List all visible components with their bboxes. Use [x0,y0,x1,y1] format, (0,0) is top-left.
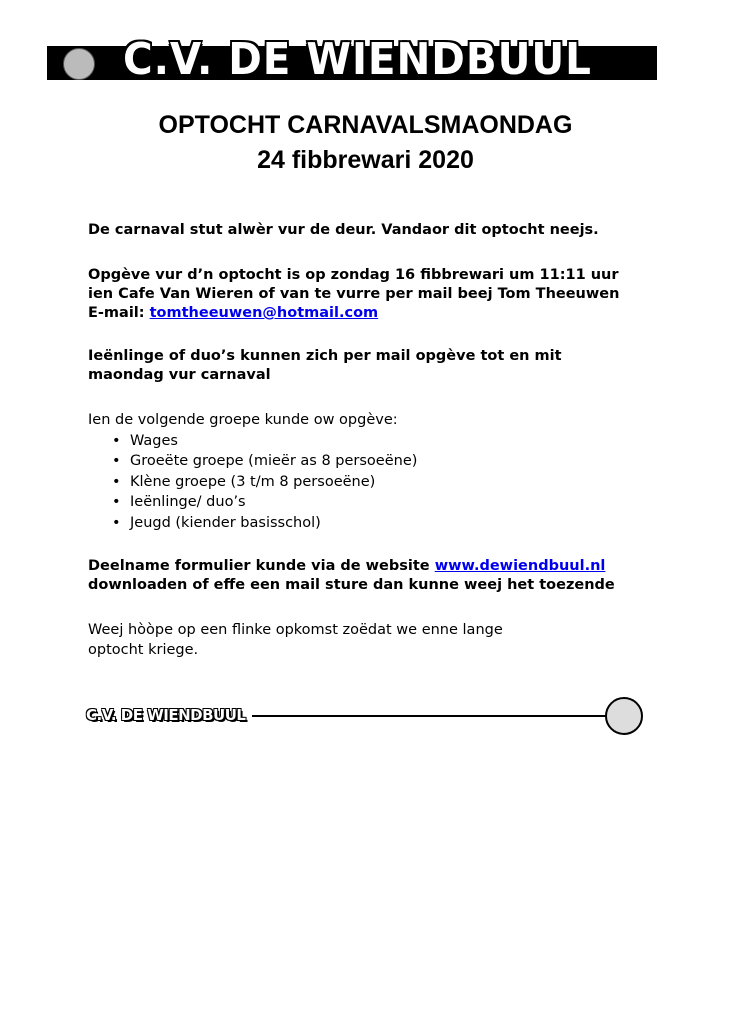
solo-line: Ieënlinge of duo’s kunnen zich per mail opgève tot en mit [88,348,562,364]
intro-text: De carnaval stut alwèr vur de deur. Vandaor dit optocht neejs. [88,222,599,238]
groups-list [88,431,417,534]
list-item: • Klène groepe (3 t/m 8 persoeëne) [88,472,417,493]
closing-line: optocht kriege. [88,642,199,658]
closing-paragraph [88,620,503,660]
form-text: Deelname formulier kunde via de website [88,558,435,574]
list-item: • Groeëte groepe (mieër as 8 persoeëne) [88,451,417,472]
list-item: • Jeugd (kiender basisschol) [88,513,417,534]
solo-paragraph [88,347,562,385]
footer-logo: C.V. DE WIENDBUUL [86,706,246,724]
footer-emblem-icon [605,697,643,735]
form-line: downloaden of effe een mail sture dan kunne weej het toezende [88,577,615,593]
footer-divider [252,715,606,717]
email-label: E-mail: [88,305,150,321]
registration-line: ien Cafe Van Wieren of van te vurre per mail beej Tom Theeuwen [88,286,620,302]
email-link[interactable]: tomtheeuwen@hotmail.com [149,305,379,321]
page-subtitle-date: 24 fibbrewari 2020 [257,146,474,174]
closing-line: Weej hòòpe op een flinke opkomst zoëdat we enne lange [88,622,503,638]
registration-line: Opgève vur d’n optocht is op zondag 16 fibbrewari um 11:11 uur [88,267,619,283]
list-item: • Wages [88,431,417,452]
page-title: OPTOCHT CARNAVALSMAONDAG [158,111,573,139]
form-paragraph [88,557,615,595]
header-banner [47,34,683,88]
website-link[interactable]: www.dewiendbuul.nl [434,558,606,574]
club-emblem-icon [63,48,95,80]
list-item: • Ieënlinge/ duo’s [88,492,417,513]
registration-paragraph [88,266,619,323]
club-logo: C.V. DE WIENDBUUL [123,34,592,85]
solo-line: maondag vur carnaval [88,367,271,383]
groups-intro: Ien de volgende groepe kunde ow opgève: [88,412,398,428]
groups-section [88,410,417,533]
